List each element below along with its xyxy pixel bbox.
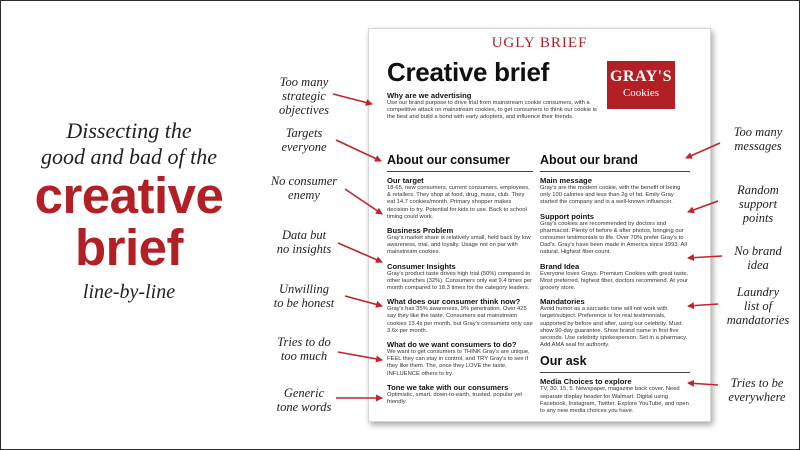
arrow-brand-idea (688, 256, 722, 258)
section-text: TV, 30, 15, 5. Newspaper, magazine back cover. Need separate display header for Walmart. Digital using Facebook, Instagram, Twitter. Explore YouTube, and open to any new media choices you have. (540, 386, 689, 415)
section-heading: Consumer Insights (387, 261, 456, 271)
section-text: Gray's cookies are recommended by doctors and pharmacist. Plenty of before & after photos, bringing our consumer testimonials to life. Over 70% prefer Gray's to Dad's. Gray's have been made in America since 1993. All natural. Highest fiber count. (540, 220, 687, 256)
annotation-no-brand-idea: No brand idea (734, 244, 782, 272)
arrow-strategic (333, 94, 372, 104)
brand-heading: About our brand (540, 153, 690, 172)
arrow-honest (345, 296, 382, 306)
ugly-brief-banner: UGLY BRIEF (491, 35, 588, 51)
arrow-targets (336, 140, 381, 161)
why-text: Use our brand purpose to drive trial from mainstream cookie consumers, with a competitive attack on mainstream cookies, to get consumers to think our cookie is the best and build a bond with early adopters, and influence their friends. (387, 100, 597, 121)
annotation-everywhere: Tries to be everywhere (728, 376, 786, 404)
section-text: Avoid humor as a sarcastic tone will not work with target/subject. Preference is for real testimonials, supported by before and after, using our celebrity. Must show 90-day guarantee. Show brand name in first five seconds. Use celebrity spokesperson. Set in a pharmacy. Add AMA seal for authority. (540, 306, 688, 349)
section-heading: Tone we take with our consumers (387, 382, 509, 392)
arrow-messages (686, 143, 720, 158)
annotation-unwilling-honest: Unwilling to be honest (273, 282, 335, 310)
section-text: Gray's market share is relatively small, held back by low awareness, trial, and loyalty. Usage not on par with mainstream cookies. (387, 235, 531, 256)
section-heading: What do we want consumers to do? (387, 340, 517, 350)
arrow-too-much (338, 352, 382, 360)
section-text: 18-65, new consumers, current consumers, employees, & retailers. They shop at food, drug, mass, club. They eat 14.7 cookies/month. Primary shopper makes decision to try. Potential for kids to use. Back to school timing could work. (387, 185, 530, 220)
headline-big-1: creative (34, 167, 224, 224)
section-heading: Media Choices to explore (540, 377, 632, 387)
section-heading: Main message (540, 176, 592, 185)
arrow-enemy (345, 189, 382, 214)
logo-sub: Cookies (622, 87, 660, 99)
annotation-too-much: Tries to do too much (277, 335, 331, 363)
brief-title: Creative brief (387, 57, 549, 87)
arrow-insights (338, 243, 382, 262)
section-heading: Brand Idea (540, 261, 580, 271)
section-text: Gray's product taste drives high trial (50%) compared to other launches (32%). Consumers only eat 9.4 times per month compared to 18.3 times for the category leaders. (387, 270, 532, 292)
annotation-random-support: Random support points (737, 183, 779, 225)
headline-big-2: brief (74, 219, 184, 276)
why-heading: Why are we advertising (387, 91, 472, 100)
section-heading: Support points (540, 211, 594, 221)
annotation-targets-everyone: Targets everyone (281, 126, 327, 154)
section-heading: Business Problem (387, 226, 454, 236)
section-heading: Our target (387, 176, 424, 185)
section-heading: Mandatories (540, 297, 585, 307)
annotation-mandatories: Laundry list of mandatories (726, 285, 790, 327)
headline-line-2: good and bad of the (41, 144, 217, 169)
section-text: Gray's are the modern cookie, with the benefit of being only 100 calories and less than 2g of fat. Emily Gray started the company and is a well-known influencer. (540, 185, 681, 206)
annotation-generic-tone: Generic tone words (276, 386, 332, 414)
annotation-strategic-objectives: Too many strategic objectives (279, 75, 329, 117)
arrow-everywhere (688, 383, 718, 385)
annotation-consumer-enemy: No consumer enemy (270, 174, 338, 202)
section-heading: What does our consumer think now? (387, 297, 521, 307)
headline-line-1: Dissecting the (66, 118, 192, 143)
arrow-support (688, 201, 718, 212)
ask-heading: Our ask (540, 354, 690, 373)
headline-subtitle: line-by-line (82, 281, 176, 303)
consumer-heading: About our consumer (387, 153, 533, 172)
annotation-no-insights: Data but no insights (276, 228, 332, 256)
logo-brand: GRAY'S (610, 68, 672, 85)
section-text: Everyone loves Grays. Premium Cookies with great taste. Most preferred, highest fiber, doctors recommend. At your grocery store. (540, 270, 689, 292)
section-text: Gray's has 35% awareness, 9% penetration. Over 425 say they like the taste. Consumers eat mainstream cookies 13.4x per month, but Gray's consumers only use 3.6x per month. (387, 306, 533, 334)
section-text: We want to get consumers to THINK Gray's are unique, FEEL they can stay in control, and TRY Gray's to see if they like them. The, once they LOVE the taste, INFLUENCE others to try. (387, 349, 530, 377)
annotation-too-many-messages: Too many messages (733, 125, 783, 153)
section-text: Optimistic, smart, down-to-earth, trusted, popular yet friendly. (387, 391, 522, 406)
arrow-mandatories (688, 304, 718, 306)
